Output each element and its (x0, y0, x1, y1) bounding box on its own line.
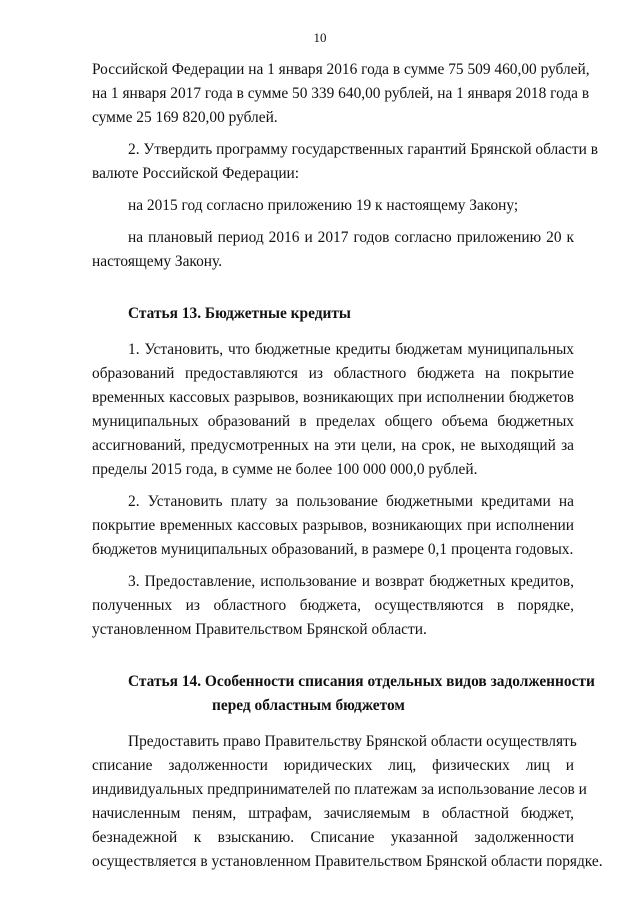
text-line: муниципальных образований в пределах общего объема бюджетных (92, 413, 574, 430)
paragraph-planning-period (92, 226, 574, 274)
text-line: образований предоставляются из областного бюджета на покрытие (92, 365, 574, 382)
article-13-paragraph-3 (92, 570, 574, 642)
page-number: 10 (313, 30, 327, 45)
text-line: начисленным пеням, штрафам, зачисляемым в областной бюджет, (92, 805, 574, 822)
text-line: 2. Установить плату за пользование бюджетными кредитами на (128, 493, 574, 510)
text-line: на плановый период 2016 и 2017 годов согласно приложению 20 к (128, 229, 574, 246)
page-body (92, 58, 603, 874)
text-line: индивидуальных предпринимателей по платежам за использование лесов и (92, 781, 587, 798)
text-line: установленном Правительством Брянской области. (92, 621, 427, 638)
article-14-paragraph-1 (92, 730, 603, 874)
article-14-title-line: перед областным бюджетом (212, 697, 405, 714)
text-line: списание задолженности юридических лиц, физических лиц и (92, 757, 574, 774)
text-line: бюджетов муниципальных образований, в размере 0,1 процента годовых. (92, 541, 574, 558)
text-line: сумме 25 169 820,00 рублей. (92, 109, 278, 126)
text-line: настоящему Закону. (92, 253, 223, 270)
paragraph-guarantee-amounts (92, 58, 590, 130)
text-line: временных кассовых разрывов, возникающих при исполнении бюджетов (92, 389, 574, 406)
text-line: ассигнований, предусмотренных на эти цели, на срок, не выходящий за (92, 437, 574, 454)
text-line: на 2015 год согласно приложению 19 к настоящему Закону; (128, 197, 519, 214)
text-line: 3. Предоставление, использование и возврат бюджетных кредитов, (128, 573, 574, 590)
text-line: пределы 2015 года, в сумме не более 100 000 000,0 рублей. (92, 461, 478, 478)
text-line: на 1 января 2017 года в сумме 50 339 640,00 рублей, на 1 января 2018 года в (92, 85, 590, 102)
text-line: покрытие временных кассовых разрывов, возникающих при исполнении (92, 517, 574, 534)
article-13-heading: Статья 13. Бюджетные кредиты (128, 305, 351, 322)
paragraph-approve-program (92, 138, 598, 186)
text-line: Предоставить право Правительству Брянской области осуществлять (128, 733, 577, 750)
text-line: 2. Утвердить программу государственных гарантий Брянской области в (128, 141, 598, 158)
text-line: Российской Федерации на 1 января 2016 года в сумме 75 509 460,00 рублей, (92, 61, 590, 78)
article-13-paragraph-1 (92, 338, 574, 482)
text-line: 1. Установить, что бюджетные кредиты бюджетам муниципальных (128, 341, 574, 358)
text-line: валюте Российской Федерации: (92, 165, 300, 182)
text-line: безнадежной к взысканию. Списание указанной задолженности (92, 829, 574, 846)
article-14-heading (92, 670, 595, 718)
article-14-title-line: Статья 14. Особенности списания отдельных видов задолженности (128, 673, 595, 690)
text-line: осуществляется в установленном Правительством Брянской области порядке. (92, 853, 603, 870)
article-13-paragraph-2 (92, 490, 574, 562)
text-line: полученных из областного бюджета, осуществляются в порядке, (92, 597, 574, 614)
paragraph-2015-program (92, 194, 574, 218)
